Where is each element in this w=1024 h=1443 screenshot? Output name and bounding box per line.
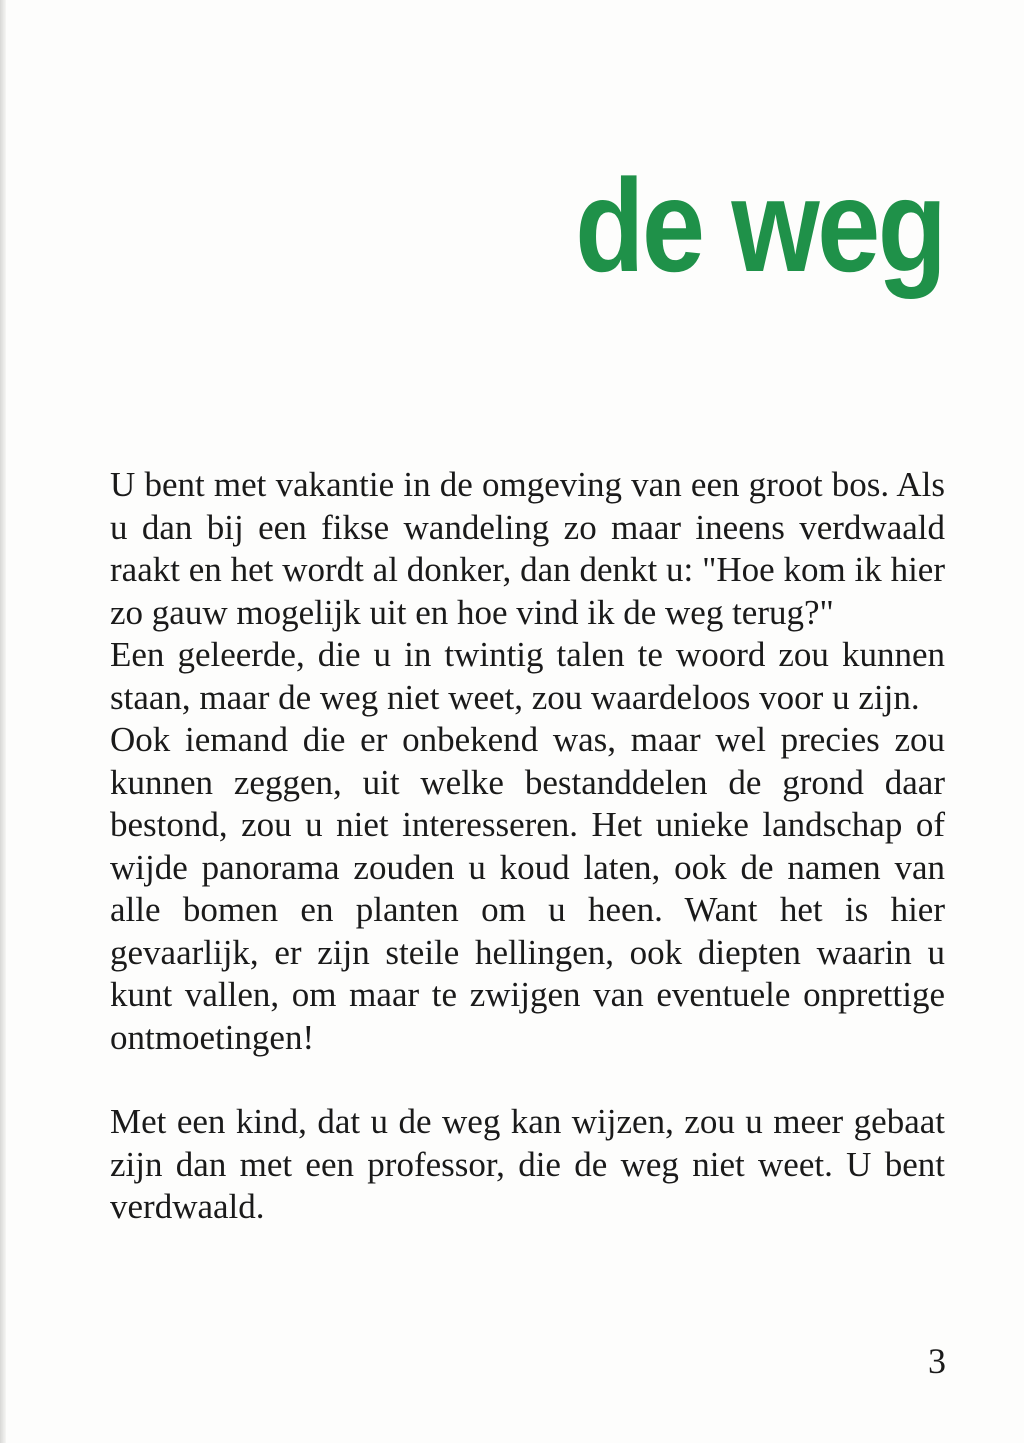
paragraph-lost-in-forest: U bent met vakantie in de omgeving van een groot bos. Als u dan bij een fikse wandeling zo maar ineens verdwaald raakt en het wordt al donker, dan denkt u: "Hoe kom ik hier zo gauw mogelijk uit en hoe vind ik de weg terug?" — [110, 465, 945, 632]
paragraph-child: Met een kind, dat u de weg kan wijzen, zou u meer gebaat zijn dan met een professor, die de weg niet weet. U bent verdwaald. — [110, 1102, 945, 1226]
page-binding-edge — [0, 0, 6, 1443]
page-number: 3 — [928, 1341, 946, 1381]
body-text — [110, 464, 945, 1229]
paragraph-scholar: Een geleerde, die u in twintig talen te woord zou kunnen staan, maar de weg niet weet, zou waardeloos voor u zijn. — [110, 635, 945, 717]
paragraph-expert: Ook iemand die er onbekend was, maar wel precies zou kunnen zeggen, uit welke bestanddelen de grond daar bestond, zou u niet interesseren. Het unieke landschap of wijde panorama zouden u koud laten, ook de namen van alle bomen en planten om u heen. Want het is hier gevaarlijk, er zijn steile hellingen, ook diepten waarin u kunt vallen, om maar te zwijgen van eventuele onprettige ontmoetingen! — [110, 720, 945, 1057]
page-title: de weg — [574, 152, 944, 299]
